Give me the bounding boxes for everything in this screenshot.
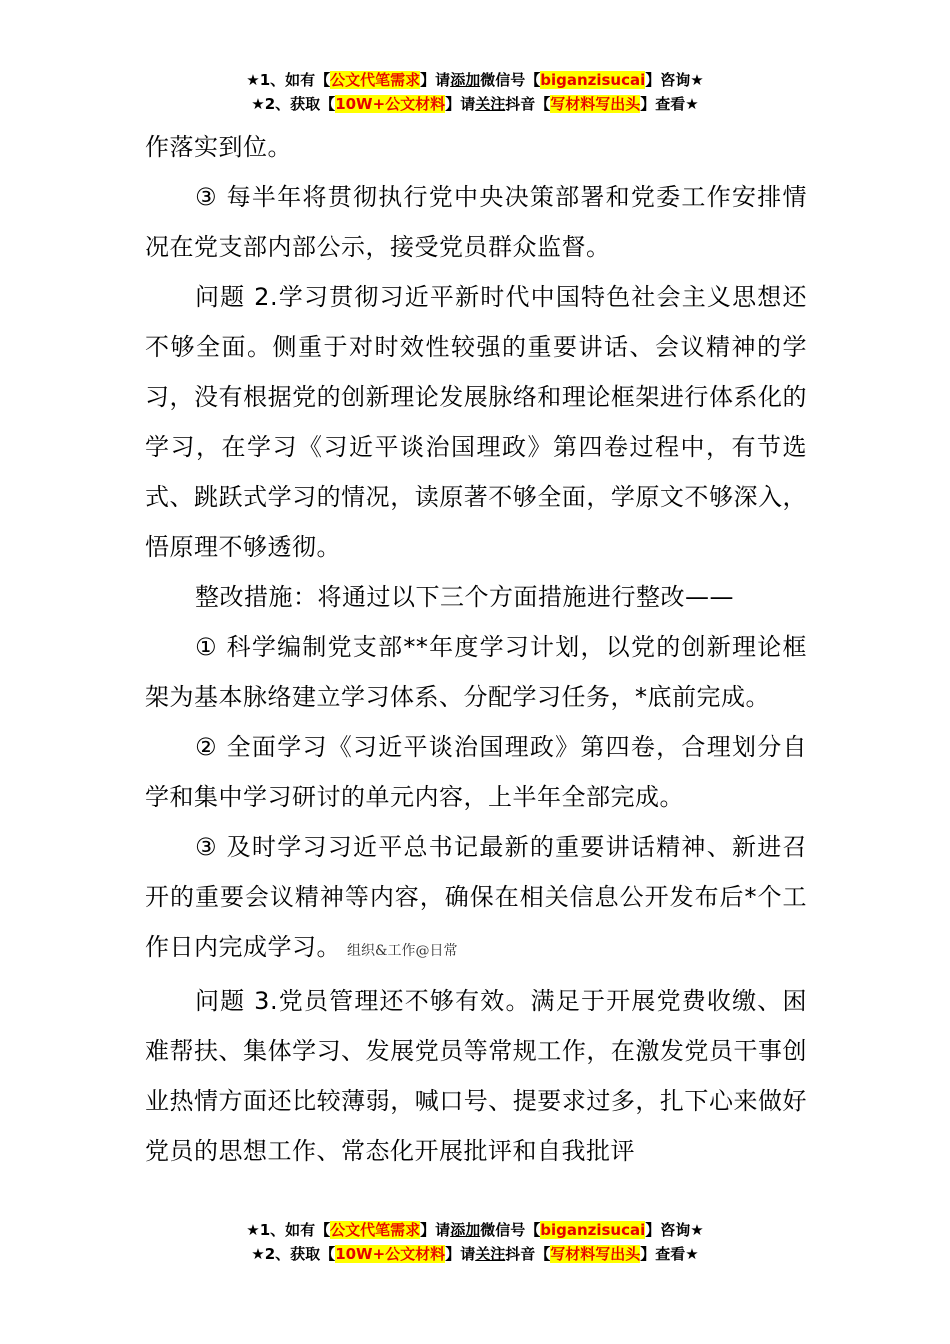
paragraph: 问题 3.党员管理还不够有效。满足于开展党费收缴、困难帮扶、集体学习、发展党员等常规工作，在激发党员干事创业热情方面还比较薄弱，喊口号、提要求过多，扎下心来做好党员的思想工作、常态化开展批评和自我批评: [145, 987, 807, 1165]
banner-text: 抖音【: [505, 95, 551, 113]
banner-text: 】咨询★: [645, 1221, 704, 1239]
banner-text: ★1、如有【: [246, 71, 331, 89]
paragraph-with-note: [145, 822, 807, 976]
paragraph: ① 科学编制党支部**年度学习计划，以党的创新理论框架为基本脉络建立学习体系、分配学习任务，*底前完成。: [145, 633, 807, 711]
header-banner: [0, 68, 950, 116]
banner-highlight: biganzisucai: [540, 71, 646, 89]
banner-emphasis: 关注: [475, 95, 506, 113]
banner-emphasis: 关注: [475, 1245, 506, 1263]
banner-highlight: 10W+公文材料: [335, 1245, 446, 1263]
paragraph: 整改措施：将通过以下三个方面措施进行整改——: [195, 583, 734, 611]
paragraph: ③ 每半年将贯彻执行党中央决策部署和党委工作安排情况在党支部内部公示，接受党员群众监督。: [145, 183, 807, 261]
banner-text: 】请: [445, 95, 476, 113]
banner-line-2: [0, 1242, 950, 1266]
banner-highlight: 10W+公文材料: [335, 95, 446, 113]
paragraph-text: ③ 及时学习习近平总书记最新的重要讲话精神、新进召开的重要会议精神等内容，确保在相关信息公开发布后*个工作日内完成学习。: [145, 833, 807, 961]
banner-text: 微信号【: [480, 1221, 541, 1239]
banner-highlight: 公文代笔需求: [330, 71, 421, 89]
banner-highlight: 写材料写出头: [550, 1245, 641, 1263]
banner-highlight: 公文代笔需求: [330, 1221, 421, 1239]
banner-emphasis: 添加: [450, 1221, 481, 1239]
paragraph: 问题 2.学习贯彻习近平新时代中国特色社会主义思想还不够全面。侧重于对时效性较强的重要讲话、会议精神的学习，没有根据党的创新理论发展脉络和理论框架进行体系化的学习，在学习《习近平谈治国理政》第四卷过程中，有节选式、跳跃式学习的情况，读原著不够全面，学原文不够深入，悟原理不够透彻。: [145, 283, 807, 561]
banner-highlight: 写材料写出头: [550, 95, 641, 113]
footer-banner: [0, 1218, 950, 1266]
banner-text: 】请: [420, 1221, 451, 1239]
paragraph: 作落实到位。: [145, 133, 292, 161]
banner-text: 微信号【: [480, 71, 541, 89]
banner-highlight: biganzisucai: [540, 1221, 646, 1239]
watermark-note: 组织&工作@日常: [347, 943, 458, 959]
banner-text: 抖音【: [505, 1245, 551, 1263]
banner-line-1: [0, 68, 950, 92]
banner-text: ★2、获取【: [251, 1245, 336, 1263]
banner-text: 】请: [445, 1245, 476, 1263]
paragraph: ② 全面学习《习近平谈治国理政》第四卷，合理划分自学和集中学习研讨的单元内容，上半年全部完成。: [145, 733, 807, 811]
banner-text: 】查看★: [640, 95, 699, 113]
banner-line-2: [0, 92, 950, 116]
banner-text: ★1、如有【: [246, 1221, 331, 1239]
banner-text: 】请: [420, 71, 451, 89]
banner-emphasis: 添加: [450, 71, 481, 89]
banner-line-1: [0, 1218, 950, 1242]
banner-text: 】查看★: [640, 1245, 699, 1263]
banner-text: ★2、获取【: [251, 95, 336, 113]
document-body: [145, 122, 807, 1176]
banner-text: 】咨询★: [645, 71, 704, 89]
